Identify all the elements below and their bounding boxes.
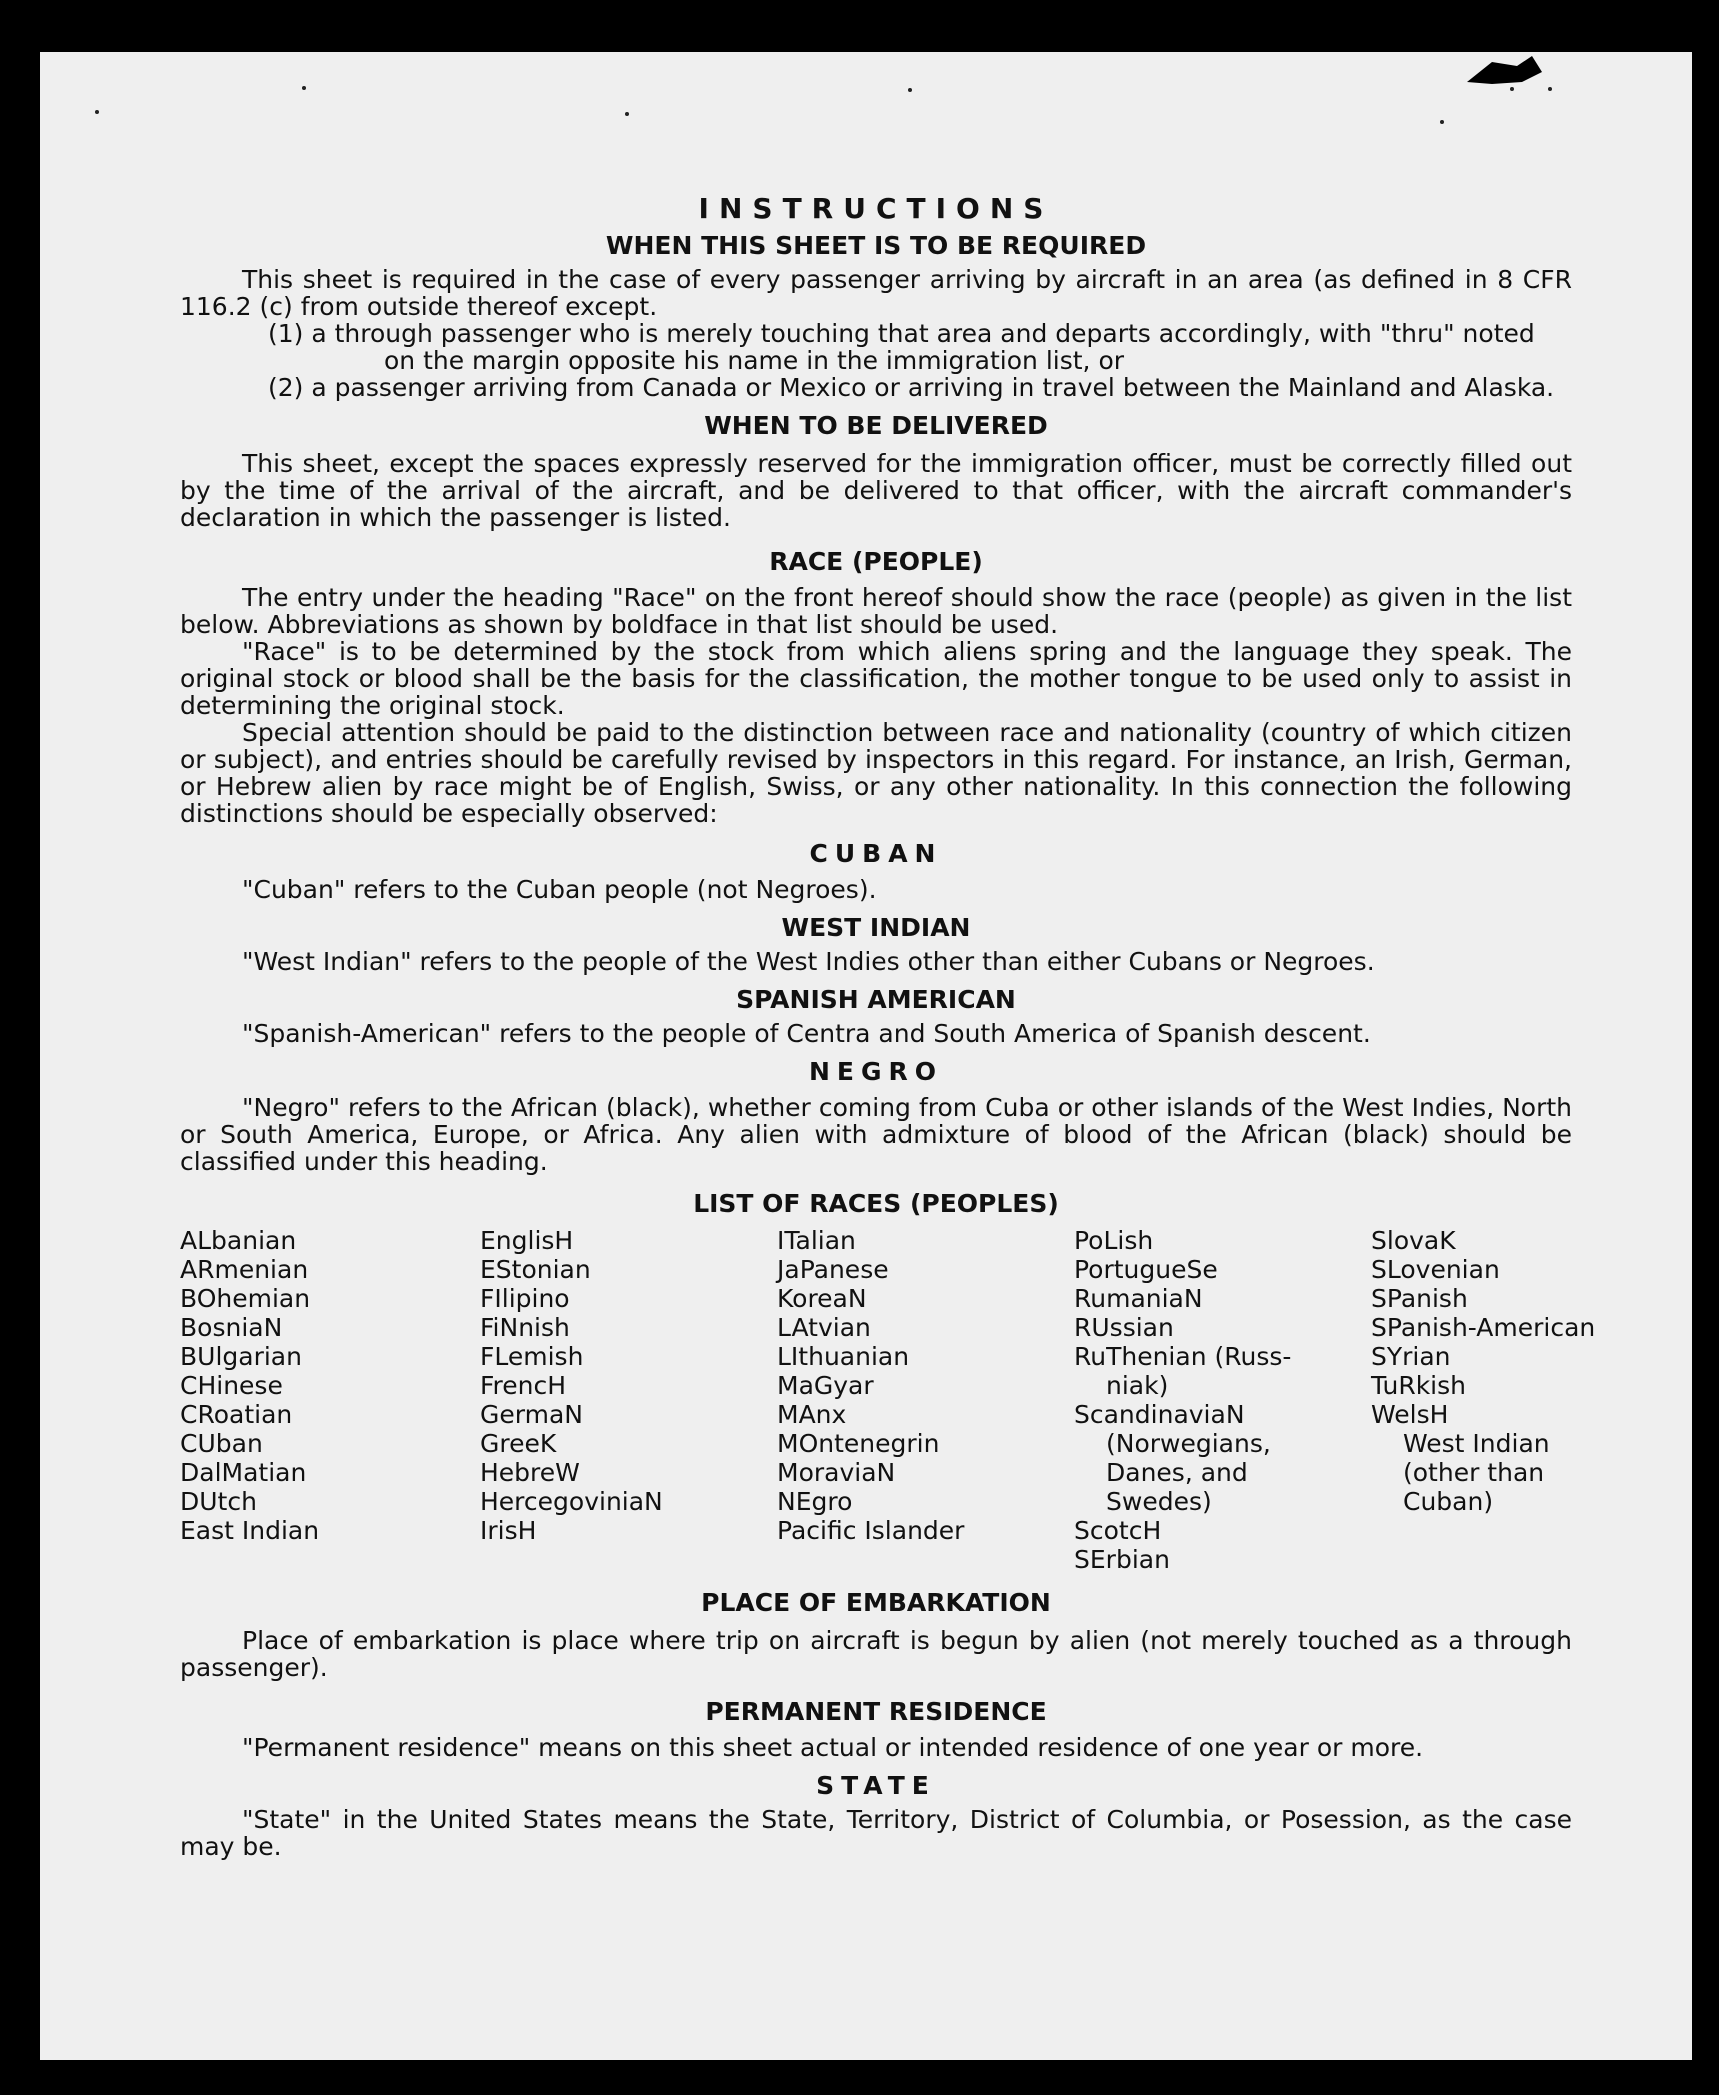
race-item: ScandinaviaN — [1074, 1400, 1245, 1429]
race-item: GermaN — [480, 1400, 583, 1429]
section-heading-spanish-american: SPANISH AMERICAN — [736, 985, 1016, 1014]
race-item: BosniaN — [180, 1313, 283, 1342]
paragraph: "West Indian" refers to the people of the West Indies other than either Cubans or Negroes. — [242, 947, 1375, 976]
race-item: KoreaN — [777, 1284, 867, 1313]
race-item: ARmenian — [180, 1255, 309, 1284]
race-item: MaGyar — [777, 1371, 874, 1400]
race-item: BUlgarian — [180, 1342, 302, 1371]
race-item: LAtvian — [777, 1313, 871, 1342]
race-item: SlovaK — [1371, 1226, 1456, 1255]
race-item: RumaniaN — [1074, 1284, 1203, 1313]
race-item-continued: (Norwegians, — [1106, 1429, 1271, 1458]
exception-item: (2) a passenger arriving from Canada or Mexico or arriving in travel between the Mainland and Alaska. — [268, 373, 1555, 402]
race-item: ITalian — [777, 1226, 856, 1255]
document-page — [40, 52, 1692, 2060]
race-item: HercegoviniaN — [480, 1487, 663, 1516]
race-item: SYrian — [1371, 1342, 1451, 1371]
paragraph: "Race" is to be determined by the stock from which aliens spring and the language they speak. The original stock or blood shall be the basis for the classification, the mother tongue to be used only to assist in determining the original stock. — [180, 637, 1572, 720]
paragraph: Place of embarkation is place where trip on aircraft is begun by alien (not merely touched as a through passenger). — [180, 1626, 1572, 1682]
race-item: FrencH — [480, 1371, 567, 1400]
paragraph: The entry under the heading "Race" on the front hereof should show the race (people) as given in the list below. Abbreviations as shown by boldface in that list should be used. — [180, 583, 1572, 639]
section-heading-required: WHEN THIS SHEET IS TO BE REQUIRED — [605, 231, 1147, 260]
speck — [1440, 120, 1444, 124]
section-heading-state: STATE — [816, 1771, 936, 1800]
torn-corner-mark — [1462, 52, 1572, 92]
section-heading-west-indian: WEST INDIAN — [781, 913, 971, 942]
races-column — [180, 1226, 480, 1574]
race-item: LIthuanian — [777, 1342, 910, 1371]
race-item: RUssian — [1074, 1313, 1174, 1342]
paragraph: "Cuban" refers to the Cuban people (not Negroes). — [242, 875, 877, 904]
exception-item-cont: on the margin opposite his name in the immigration list, or — [384, 346, 1125, 375]
race-item: IrisH — [480, 1516, 537, 1545]
paragraph: "Negro" refers to the African (black), whether coming from Cuba or other islands of the West Indies, North or South America, Europe, or Africa. Any alien with admixture of blood of the African (black) should be classified under this heading. — [180, 1093, 1572, 1176]
races-column — [1371, 1226, 1621, 1574]
paragraph: This sheet, except the spaces expressly reserved for the immigration officer, must be correctly filled out by the time of the arrival of the aircraft, and be delivered to that officer, with the aircraft commander's declaration in which the passenger is listed. — [180, 449, 1572, 532]
race-item: WelsH — [1371, 1400, 1449, 1429]
race-item: MOntenegrin — [777, 1429, 940, 1458]
race-item: MoraviaN — [777, 1458, 896, 1487]
speck — [95, 110, 99, 114]
race-item: EStonian — [480, 1255, 591, 1284]
speck — [1548, 87, 1552, 91]
paragraph: Special attention should be paid to the distinction between race and nationality (country of which citizen or subject), and entries should be carefully revised by inspectors in this regard. For instance, an Irish, German, or Hebrew alien by race might be of English, Swiss, or any other nationality. In this connection the following distinctions should be especially observed: — [180, 718, 1572, 828]
race-item: TuRkish — [1371, 1371, 1466, 1400]
race-item: RuThenian (Russ- — [1074, 1342, 1292, 1371]
speck — [625, 112, 629, 116]
speck — [908, 88, 912, 92]
instructions-heading: INSTRUCTIONS — [698, 192, 1054, 225]
section-heading-race: RACE (PEOPLE) — [769, 547, 983, 576]
race-item-continued: niak) — [1106, 1371, 1169, 1400]
race-item: GreeK — [480, 1429, 557, 1458]
paragraph: "Spanish-American" refers to the people of Centra and South America of Spanish descent. — [242, 1019, 1371, 1048]
race-item: DalMatian — [180, 1458, 307, 1487]
section-heading-cuban: CUBAN — [809, 839, 943, 868]
race-item: SLovenian — [1371, 1255, 1500, 1284]
race-item: PortugueSe — [1074, 1255, 1218, 1284]
race-item-continued: Swedes) — [1106, 1487, 1212, 1516]
race-item: CHinese — [180, 1371, 283, 1400]
race-item: BOhemian — [180, 1284, 311, 1313]
race-item-continued: West Indian (other than Cuban) — [1403, 1429, 1550, 1516]
race-item: ScotcH — [1074, 1516, 1162, 1545]
race-item: SErbian — [1074, 1545, 1170, 1574]
races-column — [1074, 1226, 1371, 1574]
race-item: HebreW — [480, 1458, 580, 1487]
speck — [302, 86, 306, 90]
race-item: FIlipino — [480, 1284, 570, 1313]
exception-item: (1) a through passenger who is merely touching that area and departs accordingly, with "thru" noted — [268, 319, 1535, 348]
race-item-continued: Danes, and — [1106, 1458, 1248, 1487]
speck — [1510, 87, 1514, 91]
races-list — [180, 1226, 1596, 1574]
paragraph: "State" in the United States means the State, Territory, District of Columbia, or Posession, as the case may be. — [180, 1805, 1572, 1861]
race-item: SPanish-American — [1371, 1313, 1596, 1342]
race-item: NEgro — [777, 1487, 853, 1516]
race-item: FiNnish — [480, 1313, 570, 1342]
section-heading-delivered: WHEN TO BE DELIVERED — [704, 411, 1048, 440]
race-item: East Indian — [180, 1516, 320, 1545]
race-item: FLemish — [480, 1342, 584, 1371]
race-item: DUtch — [180, 1487, 257, 1516]
race-item: ALbanian — [180, 1226, 297, 1255]
paragraph: This sheet is required in the case of every passenger arriving by aircraft in an area (as defined in 8 CFR 116.2 (c) from outside thereof except. — [180, 265, 1572, 321]
race-item: EnglisH — [480, 1226, 574, 1255]
race-item: CRoatian — [180, 1400, 293, 1429]
paragraph: "Permanent residence" means on this sheet actual or intended residence of one year or more. — [242, 1733, 1424, 1762]
race-item: PoLish — [1074, 1226, 1154, 1255]
races-column — [480, 1226, 777, 1574]
race-item: CUban — [180, 1429, 263, 1458]
section-heading-list-of-races: LIST OF RACES (PEOPLES) — [693, 1189, 1059, 1218]
race-item: SPanish — [1371, 1284, 1468, 1313]
section-heading-place-of-embarkation: PLACE OF EMBARKATION — [701, 1588, 1051, 1617]
race-item: Pacific Islander — [777, 1516, 965, 1545]
section-heading-negro: NEGRO — [808, 1057, 944, 1086]
section-heading-permanent-residence: PERMANENT RESIDENCE — [705, 1697, 1047, 1726]
races-column — [777, 1226, 1074, 1574]
race-item: JaPanese — [777, 1255, 889, 1284]
race-item: MAnx — [777, 1400, 847, 1429]
